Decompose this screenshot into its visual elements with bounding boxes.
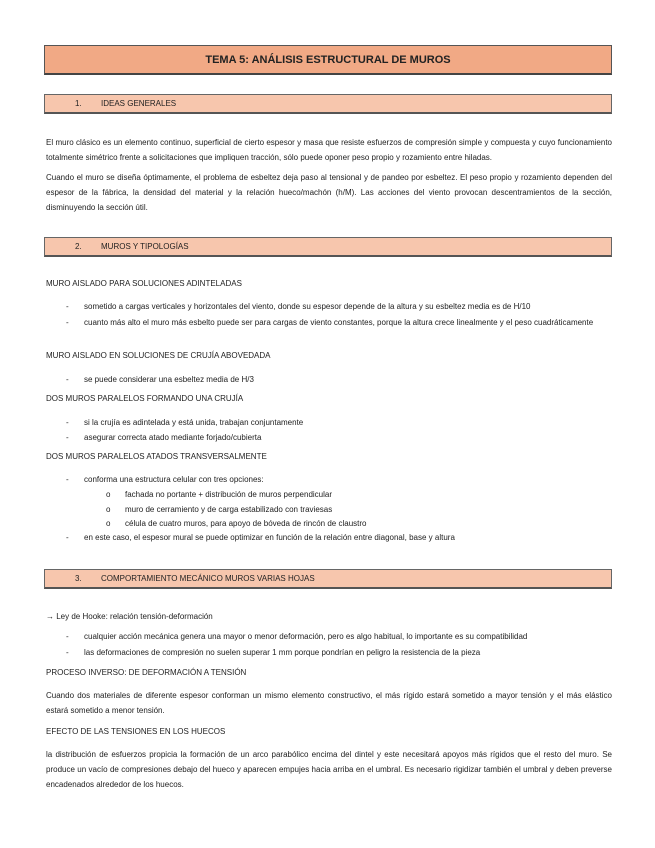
subheading: DOS MUROS PARALELOS FORMANDO UNA CRUJÍA bbox=[46, 394, 244, 403]
sub-list-item bbox=[106, 487, 332, 502]
list-item-text: célula de cuatro muros, para apoyo de bóveda de rincón de claustro bbox=[125, 519, 367, 528]
list-item bbox=[66, 372, 610, 387]
sub-list-item bbox=[106, 516, 366, 531]
section-header-ideas-generales bbox=[44, 94, 612, 114]
list-item-text: fachada no portante + distribución de muros perpendicular bbox=[125, 490, 333, 499]
section-number: 1. bbox=[75, 99, 82, 108]
paragraph: El muro clásico es un elemento continuo, superficial de cierto espesor y masa que resiste esfuerzos de compresión simple y compuesta y cuyo funcionamiento totalmente simétrico frente a solicitaciones que impliquen tracción, sólo puede oponer peso propio y rozamiento entre hiladas. bbox=[46, 138, 612, 162]
list-item bbox=[66, 472, 610, 487]
section-number: 3. bbox=[75, 574, 82, 583]
bullet-dash: - bbox=[66, 648, 69, 657]
document-title: TEMA 5: ANÁLISIS ESTRUCTURAL DE MUROS bbox=[44, 45, 612, 75]
bullet-circle: o bbox=[106, 519, 111, 528]
bullet-dash: - bbox=[66, 375, 69, 384]
list-item-text: asegurar correcta atado mediante forjado/cubierta bbox=[84, 433, 262, 442]
list-item-text: muro de cerramiento y de carga estabilizado con traviesas bbox=[125, 505, 333, 514]
section-label: MUROS Y TIPOLOGÍAS bbox=[101, 242, 189, 251]
list-item-text: las deformaciones de compresión no suelen superar 1 mm porque pondrían en peligro la resistencia de la pieza bbox=[84, 648, 481, 657]
list-item-text: en este caso, el espesor mural se puede optimizar en función de la relación entre diagonal, base y altura bbox=[84, 533, 455, 542]
list-item bbox=[66, 299, 610, 314]
bullet-dash: - bbox=[66, 433, 69, 442]
bullet-dash: - bbox=[66, 632, 69, 641]
list-item bbox=[66, 315, 610, 330]
subheading: MURO AISLADO EN SOLUCIONES DE CRUJÍA ABOVEDADA bbox=[46, 351, 271, 360]
paragraph: la distribución de esfuerzos propicia la formación de un arco parabólico encima del dintel y este necesitará apoyos más rígidos que el resto del muro. Se produce un vacío de compresiones debajo del hueco y aparecen empujes hacia arriba en el umbral. Es necesario rigidizar también el umbral y deben preverse encadenados alrededor de los huecos. bbox=[46, 750, 612, 789]
bullet-dash: - bbox=[66, 418, 69, 427]
bullet-dash: - bbox=[66, 533, 69, 542]
bullet-dash: - bbox=[66, 318, 69, 327]
section-header-muros-tipologias bbox=[44, 237, 612, 257]
sub-list-item bbox=[106, 502, 332, 517]
subheading: EFECTO DE LAS TENSIONES EN LOS HUECOS bbox=[46, 727, 226, 736]
list-item-text: conforma una estructura celular con tres opciones: bbox=[84, 475, 264, 484]
list-item-text: sometido a cargas verticales y horizontales del viento, donde su espesor depende de la altura y su esbeltez media es de H/10 bbox=[84, 302, 531, 311]
list-item bbox=[66, 530, 610, 545]
bullet-dash: - bbox=[66, 475, 69, 484]
section-number: 2. bbox=[75, 242, 82, 251]
bullet-circle: o bbox=[106, 505, 111, 514]
bullet-circle: o bbox=[106, 490, 111, 499]
paragraph: Cuando el muro se diseña óptimamente, el problema de esbeltez deja paso al tensional y de pandeo por esbeltez. El peso propio y rozamiento dependen del espesor de la fábrica, la densidad del material y la relación hueco/machón (h/M). Las acciones del viento provocan descentramientos de la sección, disminuyendo la sección útil. bbox=[46, 173, 612, 212]
list-item-text: cualquier acción mecánica genera una mayor o menor deformación, pero es algo habitual, lo importante es su compatibilidad bbox=[84, 632, 528, 641]
subheading: PROCESO INVERSO: DE DEFORMACIÓN A TENSIÓN bbox=[46, 668, 247, 677]
list-item bbox=[66, 629, 610, 644]
paragraph: Cuando dos materiales de diferente espesor conforman un mismo elemento constructivo, el más rígido estará sometido a mayor tensión y el más elástico estará sometido a menor tensión. bbox=[46, 691, 612, 715]
section-header-comportamiento-mecanico bbox=[44, 569, 612, 589]
subheading: DOS MUROS PARALELOS ATADOS TRANSVERSALMENTE bbox=[46, 452, 267, 461]
bullet-dash: - bbox=[66, 302, 69, 311]
section-label: IDEAS GENERALES bbox=[101, 99, 177, 108]
list-item-text: cuanto más alto el muro más esbelto puede ser para cargas de viento constantes, porque la altura crece linealmente y el peso cuadráticamente bbox=[84, 318, 594, 327]
section-label: COMPORTAMIENTO MECÁNICO MUROS VARIAS HOJAS bbox=[101, 574, 315, 583]
subheading: MURO AISLADO PARA SOLUCIONES ADINTELADAS bbox=[46, 279, 242, 288]
list-item bbox=[66, 415, 610, 430]
list-item bbox=[66, 645, 610, 660]
list-item-text: se puede considerar una esbeltez media de H/3 bbox=[84, 375, 254, 384]
list-item bbox=[66, 430, 610, 445]
list-item-text: si la crujía es adintelada y está unida, trabajan conjuntamente bbox=[84, 418, 304, 427]
hooke-law-line: → Ley de Hooke: relación tensión-deformación bbox=[46, 612, 213, 621]
